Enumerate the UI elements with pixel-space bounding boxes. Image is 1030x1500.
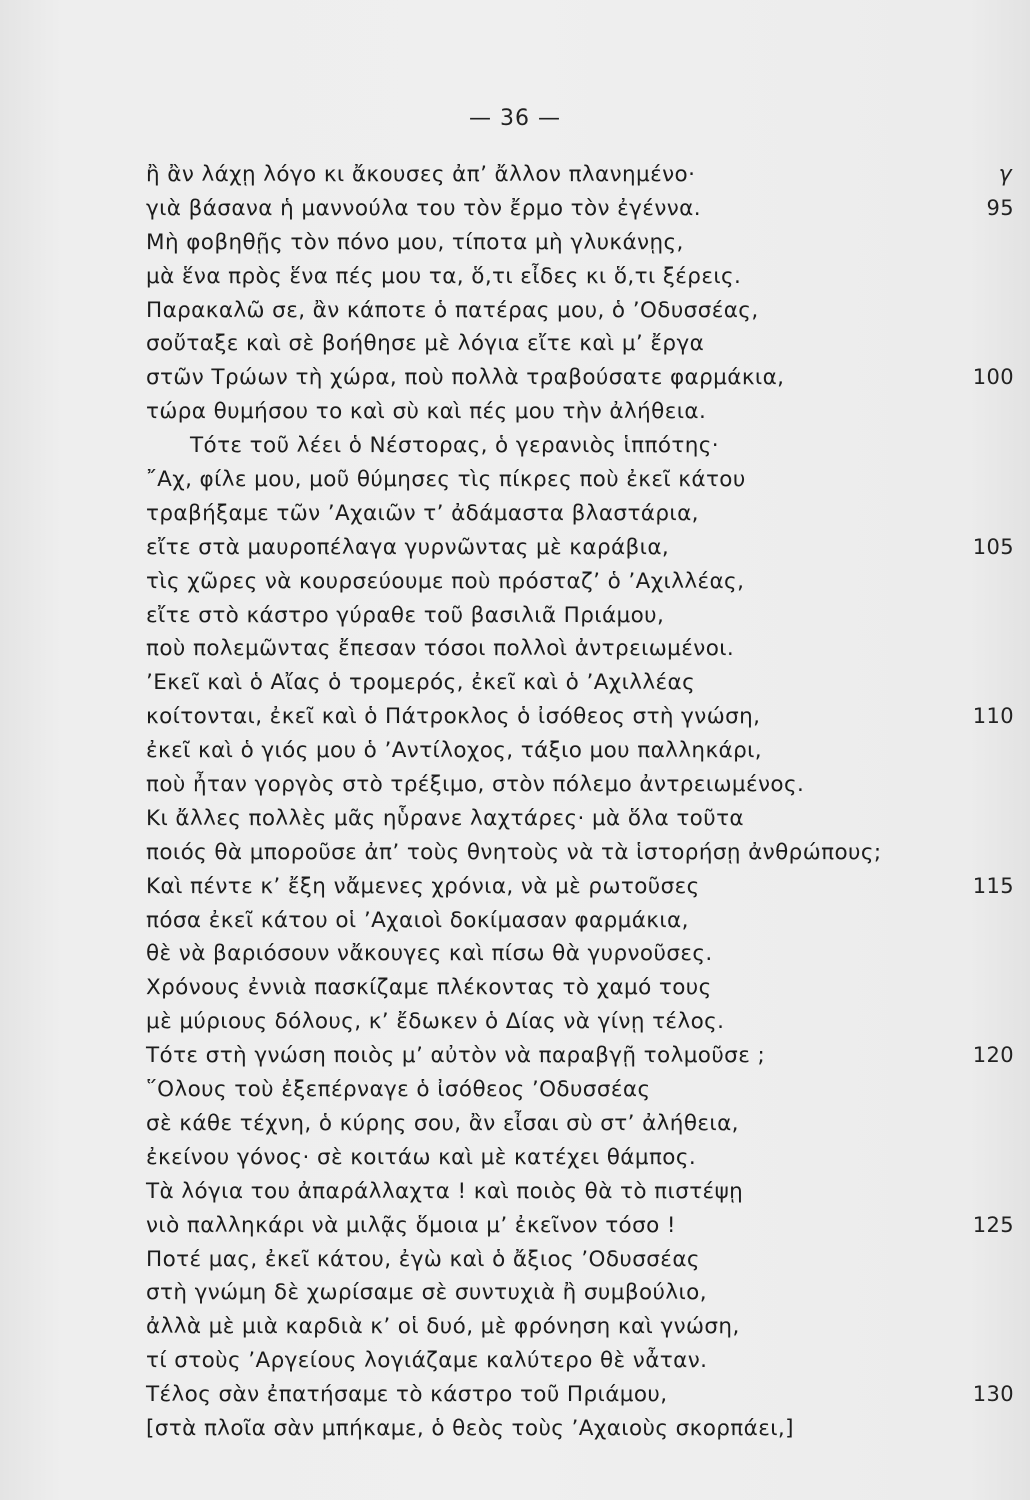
verse-line xyxy=(146,192,1014,226)
verse-text: πόσα ἐκεῖ κάτου οἱ ’Αχαιοὶ δοκίμασαν φαρμάκια, xyxy=(146,907,689,933)
verse-line xyxy=(146,734,1014,768)
verse-line xyxy=(146,1310,1014,1344)
verse-text: Μὴ φοβηθῇς τὸν πόνο μου, τίποτα μὴ γλυκάνῃς, xyxy=(146,229,684,255)
verse-line xyxy=(146,1039,1014,1073)
page-number: — 36 — xyxy=(469,106,561,131)
verse-line xyxy=(146,802,1014,836)
verse-text: τί στοὺς ’Αργείους λογιάζαμε καλύτερο θὲ νἆταν. xyxy=(146,1348,708,1374)
verse-text: τὶς χῶρες νὰ κουρσεύουμε ποὺ πρόσταζ’ ὁ ’Αχιλλέας, xyxy=(146,568,745,594)
verse-text: Χρόνους ἐννιὰ πασκίζαμε πλέκοντας τὸ χαμό τους xyxy=(146,975,712,1001)
verse-line xyxy=(146,361,1014,395)
verse-text: τραβήξαμε τῶν ’Αχαιῶν τ’ ἀδάμαστα βλαστάρια, xyxy=(146,500,699,526)
verse-text: ἀλλὰ μὲ μιὰ καρδιὰ κ’ οἱ δυό, μὲ φρόνηση καὶ γνώση, xyxy=(146,1314,740,1340)
verse-line xyxy=(146,971,1014,1005)
verse-text: ἢ ἂν λάχῃ λόγο κι ἄκουσες ἀπ’ ἄλλον πλανημένο· xyxy=(146,162,696,187)
verse-text: Κι ἄλλες πολλὲς μᾶς ηὗρανε λαχτάρες· μὰ ὅλα τοῦτα xyxy=(146,805,744,831)
line-number: 110 xyxy=(972,704,1014,729)
verse-text: ποιός θὰ μποροῦσε ἀπ’ τοὺς θνητοὺς νὰ τὰ ἱστορήσῃ ἀνθρώπους; xyxy=(146,839,882,865)
verse-text: σοὔταξε καὶ σὲ βοήθησε μὲ λόγια εἴτε καὶ μ’ ἔργα xyxy=(146,331,705,357)
gathering-signature: γ xyxy=(998,162,1012,187)
verse-text: ἐκεῖ καὶ ὁ γιός μου ὁ ’Αντίλοχος, τάξιο μου παλληκάρι, xyxy=(146,738,763,764)
verse-line xyxy=(146,1243,1014,1277)
verse-text: σὲ κάθε τέχνη, ὁ κύρης σου, ἂν εἶσαι σὺ στ’ ἀλήθεια, xyxy=(146,1110,739,1136)
verse-line xyxy=(146,904,1014,938)
verse-line xyxy=(146,260,1014,294)
verse-line xyxy=(146,1175,1014,1209)
verse-line xyxy=(146,395,1014,429)
verse-text: Τότε τοῦ λέει ὁ Νέστορας, ὁ γερανιὸς ἱππότης· xyxy=(190,433,720,459)
verse-text: ἐκείνου γόνος· σὲ κοιτάω καὶ μὲ κατέχει θάμπος. xyxy=(146,1144,697,1170)
verse-text: μὲ μύριους δόλους, κ’ ἔδωκεν ὁ Δίας νὰ γίνῃ τέλος. xyxy=(146,1009,725,1035)
verse-line xyxy=(146,497,1014,531)
verse-text: Καὶ πέντε κ’ ἔξη νἄμενες χρόνια, νὰ μὲ ρωτοῦσες xyxy=(146,873,700,899)
verse-text: στὴ γνώμη δὲ χωρίσαμε σὲ συντυχιὰ ἢ συμβούλιο, xyxy=(146,1280,707,1306)
verse-text: Τὰ λόγια του ἀπαράλλαχτα ! καὶ ποιὸς θὰ τὸ πιστέψῃ xyxy=(146,1178,744,1204)
verse-line xyxy=(146,768,1014,802)
verse-text: Τότε στὴ γνώση ποιὸς μ’ αὐτὸν νὰ παραβγῇ τολμοῦσε ; xyxy=(146,1043,766,1069)
verse-line xyxy=(146,327,1014,361)
verse-line xyxy=(146,1378,1014,1412)
line-number: 105 xyxy=(972,534,1014,559)
verse-line xyxy=(146,1107,1014,1141)
verse-line xyxy=(146,158,1014,192)
verse-line xyxy=(146,565,1014,599)
verse-line xyxy=(146,836,1014,870)
verse-text: εἴτε στὰ μαυροπέλαγα γυρνῶντας μὲ καράβια, xyxy=(146,534,670,560)
verse-line xyxy=(146,666,1014,700)
verse-text: θὲ νὰ βαριόσουν νἄκουγες καὶ πίσω θὰ γυρνοῦσες. xyxy=(146,941,713,967)
verse-text: στῶν Τρώων τὴ χώρα, ποὺ πολλὰ τραβούσατε φαρμάκια, xyxy=(146,365,785,391)
verse-line xyxy=(146,700,1014,734)
line-number: 125 xyxy=(972,1212,1014,1237)
verse-text: ῞Ολους τοὺ ἐξεπέρναγε ὁ ἰσόθεος ’Οδυσσέας xyxy=(146,1077,651,1103)
line-number: 130 xyxy=(972,1382,1014,1407)
verse-line xyxy=(146,870,1014,904)
verse-line xyxy=(146,429,1014,463)
line-number: 115 xyxy=(972,873,1014,898)
verse-line xyxy=(146,294,1014,328)
verse-text: γιὰ βάσανα ἡ μαννούλα του τὸν ἔρμο τὸν ἐγέννα. xyxy=(146,195,701,221)
verse-text: μὰ ἕνα πρὸς ἕνα πές μου τα, ὅ,τι εἶδες κι ὅ,τι ξέρεις. xyxy=(146,263,742,289)
line-number: 95 xyxy=(986,195,1014,220)
verse-text: ῎Αχ, φίλε μου, μοῦ θύμησες τὶς πίκρες ποὺ ἐκεῖ κάτου xyxy=(146,467,746,493)
verse-line xyxy=(146,1209,1014,1243)
verse-line xyxy=(146,937,1014,971)
verse-text: Παρακαλῶ σε, ἂν κάποτε ὁ πατέρας μου, ὁ ’Οδυσσέας, xyxy=(146,297,759,323)
line-number: 100 xyxy=(972,365,1014,390)
verse-line xyxy=(146,1276,1014,1310)
verse-line xyxy=(146,463,1014,497)
verse-text: ’Εκεῖ καὶ ὁ Αἴας ὁ τρομερός, ἐκεῖ καὶ ὁ ’Αχιλλέας xyxy=(146,670,696,696)
verse-text: εἴτε στὸ κάστρο γύραθε τοῦ βασιλιᾶ Πριάμου, xyxy=(146,602,665,628)
verse-text: Ποτέ μας, ἐκεῖ κάτου, ἐγὼ καὶ ὁ ἄξιος ’Οδυσσέας xyxy=(146,1246,700,1272)
verse-text: ποὺ πολεμῶντας ἔπεσαν τόσοι πολλοὶ ἀντρειωμένοι. xyxy=(146,636,735,662)
verse-line xyxy=(146,1141,1014,1175)
verse-text: κοίτονται, ἐκεῖ καὶ ὁ Πάτροκλος ὁ ἰσόθεος στὴ γνώση, xyxy=(146,704,761,730)
verse-line xyxy=(146,1005,1014,1039)
verse-text: Τέλος σὰν ἐπατήσαμε τὸ κάστρο τοῦ Πριάμου, xyxy=(146,1382,668,1408)
verse-line xyxy=(146,1344,1014,1378)
verse-line xyxy=(146,599,1014,633)
verse-text: ποὺ ἦταν γοργὸς στὸ τρέξιμο, στὸν πόλεμο ἀντρειωμένος. xyxy=(146,772,805,798)
verse-text: τώρα θυμήσου το καὶ σὺ καὶ πές μου τὴν ἀλήθεια. xyxy=(146,399,707,425)
verse-line xyxy=(146,226,1014,260)
verse-line xyxy=(146,1073,1014,1107)
line-number: 120 xyxy=(972,1043,1014,1068)
verse-line xyxy=(146,531,1014,565)
verse-line xyxy=(146,632,1014,666)
verse-line xyxy=(146,1412,1014,1446)
verse-text: νιὸ παλληκάρι νὰ μιλᾷς ὅμοια μ’ ἐκεῖνον τόσο ! xyxy=(146,1212,676,1238)
verse-block xyxy=(146,158,1014,1446)
verse-text: [στὰ πλοῖα σὰν μπήκαμε, ὁ θεὸς τοὺς ’Αχαιοὺς σκορπάει,] xyxy=(146,1415,794,1441)
